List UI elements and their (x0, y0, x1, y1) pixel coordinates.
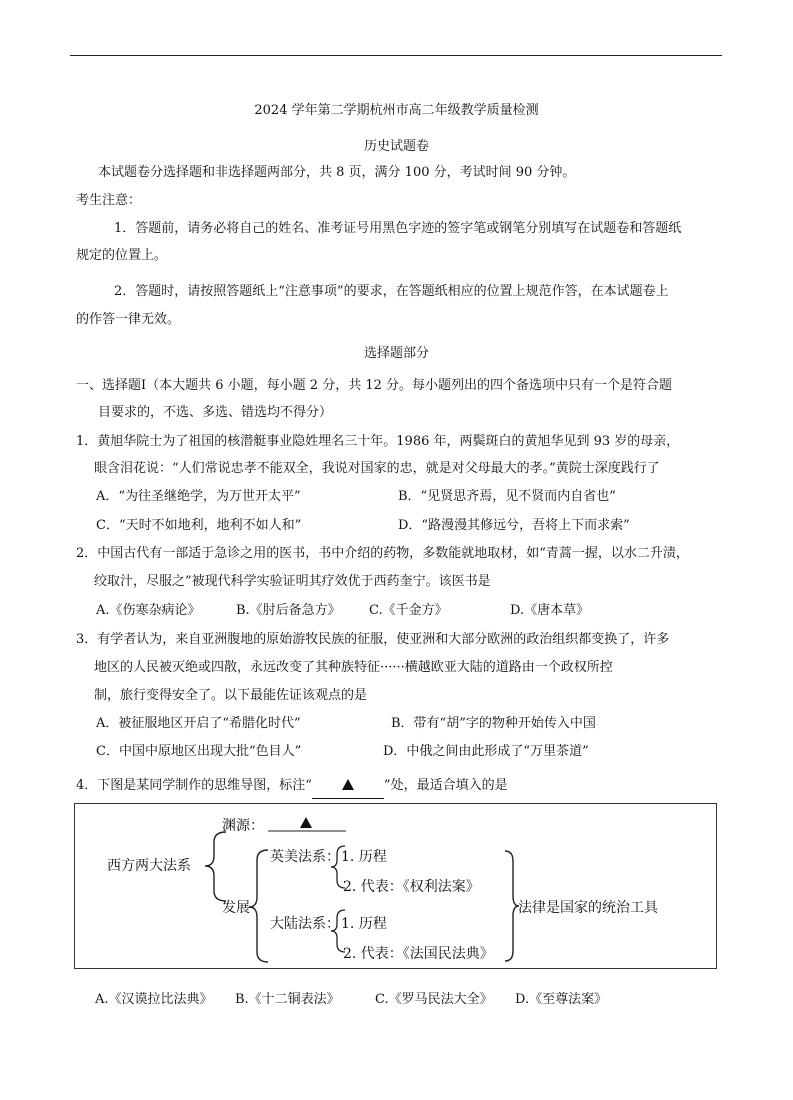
q4-option-d: D.《至尊法案》 (515, 992, 608, 1007)
q3-stem-line-3: 制，旅行变得安全了。以下最能佐证该观点的是 (94, 688, 368, 703)
develop-brace (249, 850, 268, 962)
q2-stem-line-1: 2．中国古代有一部适于急诊之用的医书，书中介绍的药物，多数能就地取材，如“青蒿一握，以水二升渍， (76, 546, 689, 561)
q3-option-c: C．中国中原地区出现大批“色目人” (96, 744, 302, 759)
notice-1-line-2: 规定的位置上。 (76, 248, 168, 263)
q2-option-c: C.《千金方》 (369, 603, 448, 618)
notice-2-line-2: 的作答一律无效。 (76, 312, 181, 327)
q3-option-a: A．被征服地区开启了“希腊化时代” (96, 716, 301, 731)
q1-stem-line-2: 眼含泪花说：“人们常说忠孝不能双全，我说对国家的忠，就是对父母最大的孝。”黄院士深度践行了 (94, 461, 660, 476)
exam-subtitle: 历史试题卷 (363, 139, 429, 154)
q4-option-c: C.《罗马民法大全》 (375, 992, 493, 1007)
q4-stem-before: 4．下图是某同学制作的思维导图，标注“ (76, 778, 312, 793)
q4-option-a: A.《汉谟拉比法典》 (95, 992, 213, 1007)
q4-stem-after: ”处，最适合填入的是 (383, 778, 508, 793)
mindmap-develop-label: 发展 (222, 900, 250, 916)
notice-heading: 考生注意： (76, 193, 142, 208)
q3-option-b: B．带有“胡”字的物种开始传入中国 (391, 716, 596, 731)
q2-option-a: A.《伤寒杂病论》 (96, 603, 201, 618)
q2-option-b: B.《肘后备急方》 (236, 603, 341, 618)
q1-option-b: B．“见贤思齐焉，见不贤而内自省也” (398, 489, 616, 504)
section-heading-line-1: 一、选择题Ⅰ（本大题共 6 小题，每小题 2 分，共 12 分。每小题列出的四个备选项中只有一个是符合题 (76, 378, 673, 393)
part-heading: 选择题部分 (363, 346, 429, 361)
mindmap-conclusion: 法律是国家的统治工具 (518, 900, 658, 916)
mindmap-continental-label: 大陆法系： (270, 916, 340, 932)
q4-option-b: B.《十二铜表法》 (235, 992, 340, 1007)
mindmap-anglo-item-1: 1. 历程 (341, 849, 387, 865)
triangle-marker-icon (300, 817, 312, 828)
q1-stem-line-1: 1．黄旭华院士为了祖国的核潜艇事业隐姓埋名三十年。1986 年，两鬓斑白的黄旭华见到 93 岁的母亲， (76, 434, 680, 449)
q1-option-c: C．“天时不如地利，地利不如人和” (96, 518, 302, 533)
closing-brace (505, 851, 519, 961)
q3-option-d: D．中俄之间由此形成了“万里茶道” (383, 744, 589, 759)
notice-1-line-1: 1．答题前，请务必将自己的姓名、准考证号用黑色字迹的签字笔或钢笔分别填写在试题卷和答题纸 (114, 221, 682, 236)
exam-title: 2024 学年第二学期杭州市高二年级教学质量检测 (254, 103, 539, 118)
q3-stem-line-1: 3．有学者认为，来自亚洲腹地的原始游牧民族的征服，使亚洲和大部分欧洲的政治组织都变换了，许多 (76, 632, 670, 647)
q2-stem-line-2: 绞取汁，尽服之”被现代科学实验证明其疗效优于西药奎宁。该医书是 (94, 574, 491, 589)
mindmap-origin-blank (300, 816, 312, 831)
q2-option-d: D.《唐本草》 (510, 603, 590, 618)
main-brace (205, 832, 226, 901)
section-heading-line-2: 目要求的，不选、多选、错选均不得分） (98, 405, 333, 420)
mindmap-continental-item-1: 1. 历程 (341, 916, 387, 932)
q1-option-a: A．“为往圣继绝学，为万世开太平” (96, 489, 301, 504)
mindmap-origin-label: 渊源： (222, 818, 264, 834)
mindmap-continental-item-2: 2. 代表：《法国民法典》 (343, 946, 494, 962)
q1-option-d: D．“路漫漫其修远兮，吾将上下而求索” (398, 518, 630, 533)
mindmap-root: 西方两大法系 (107, 858, 191, 874)
notice-2-line-1: 2．答题时，请按照答题纸上“注意事项”的要求，在答题纸相应的位置上规范作答，在本试题卷上 (114, 284, 669, 299)
exam-intro: 本试题卷分选择题和非选择题两部分，共 8 页，满分 100 分，考试时间 90 分钟。 (98, 165, 576, 180)
mindmap-anglo-item-2: 2. 代表：《权利法案》 (343, 879, 480, 895)
mindmap-anglo-label: 英美法系： (270, 849, 340, 865)
q3-stem-line-2: 地区的人民被灭绝或四散，永远改变了其种族特征······横越欧亚大陆的道路由一个政权所控 (94, 660, 613, 675)
